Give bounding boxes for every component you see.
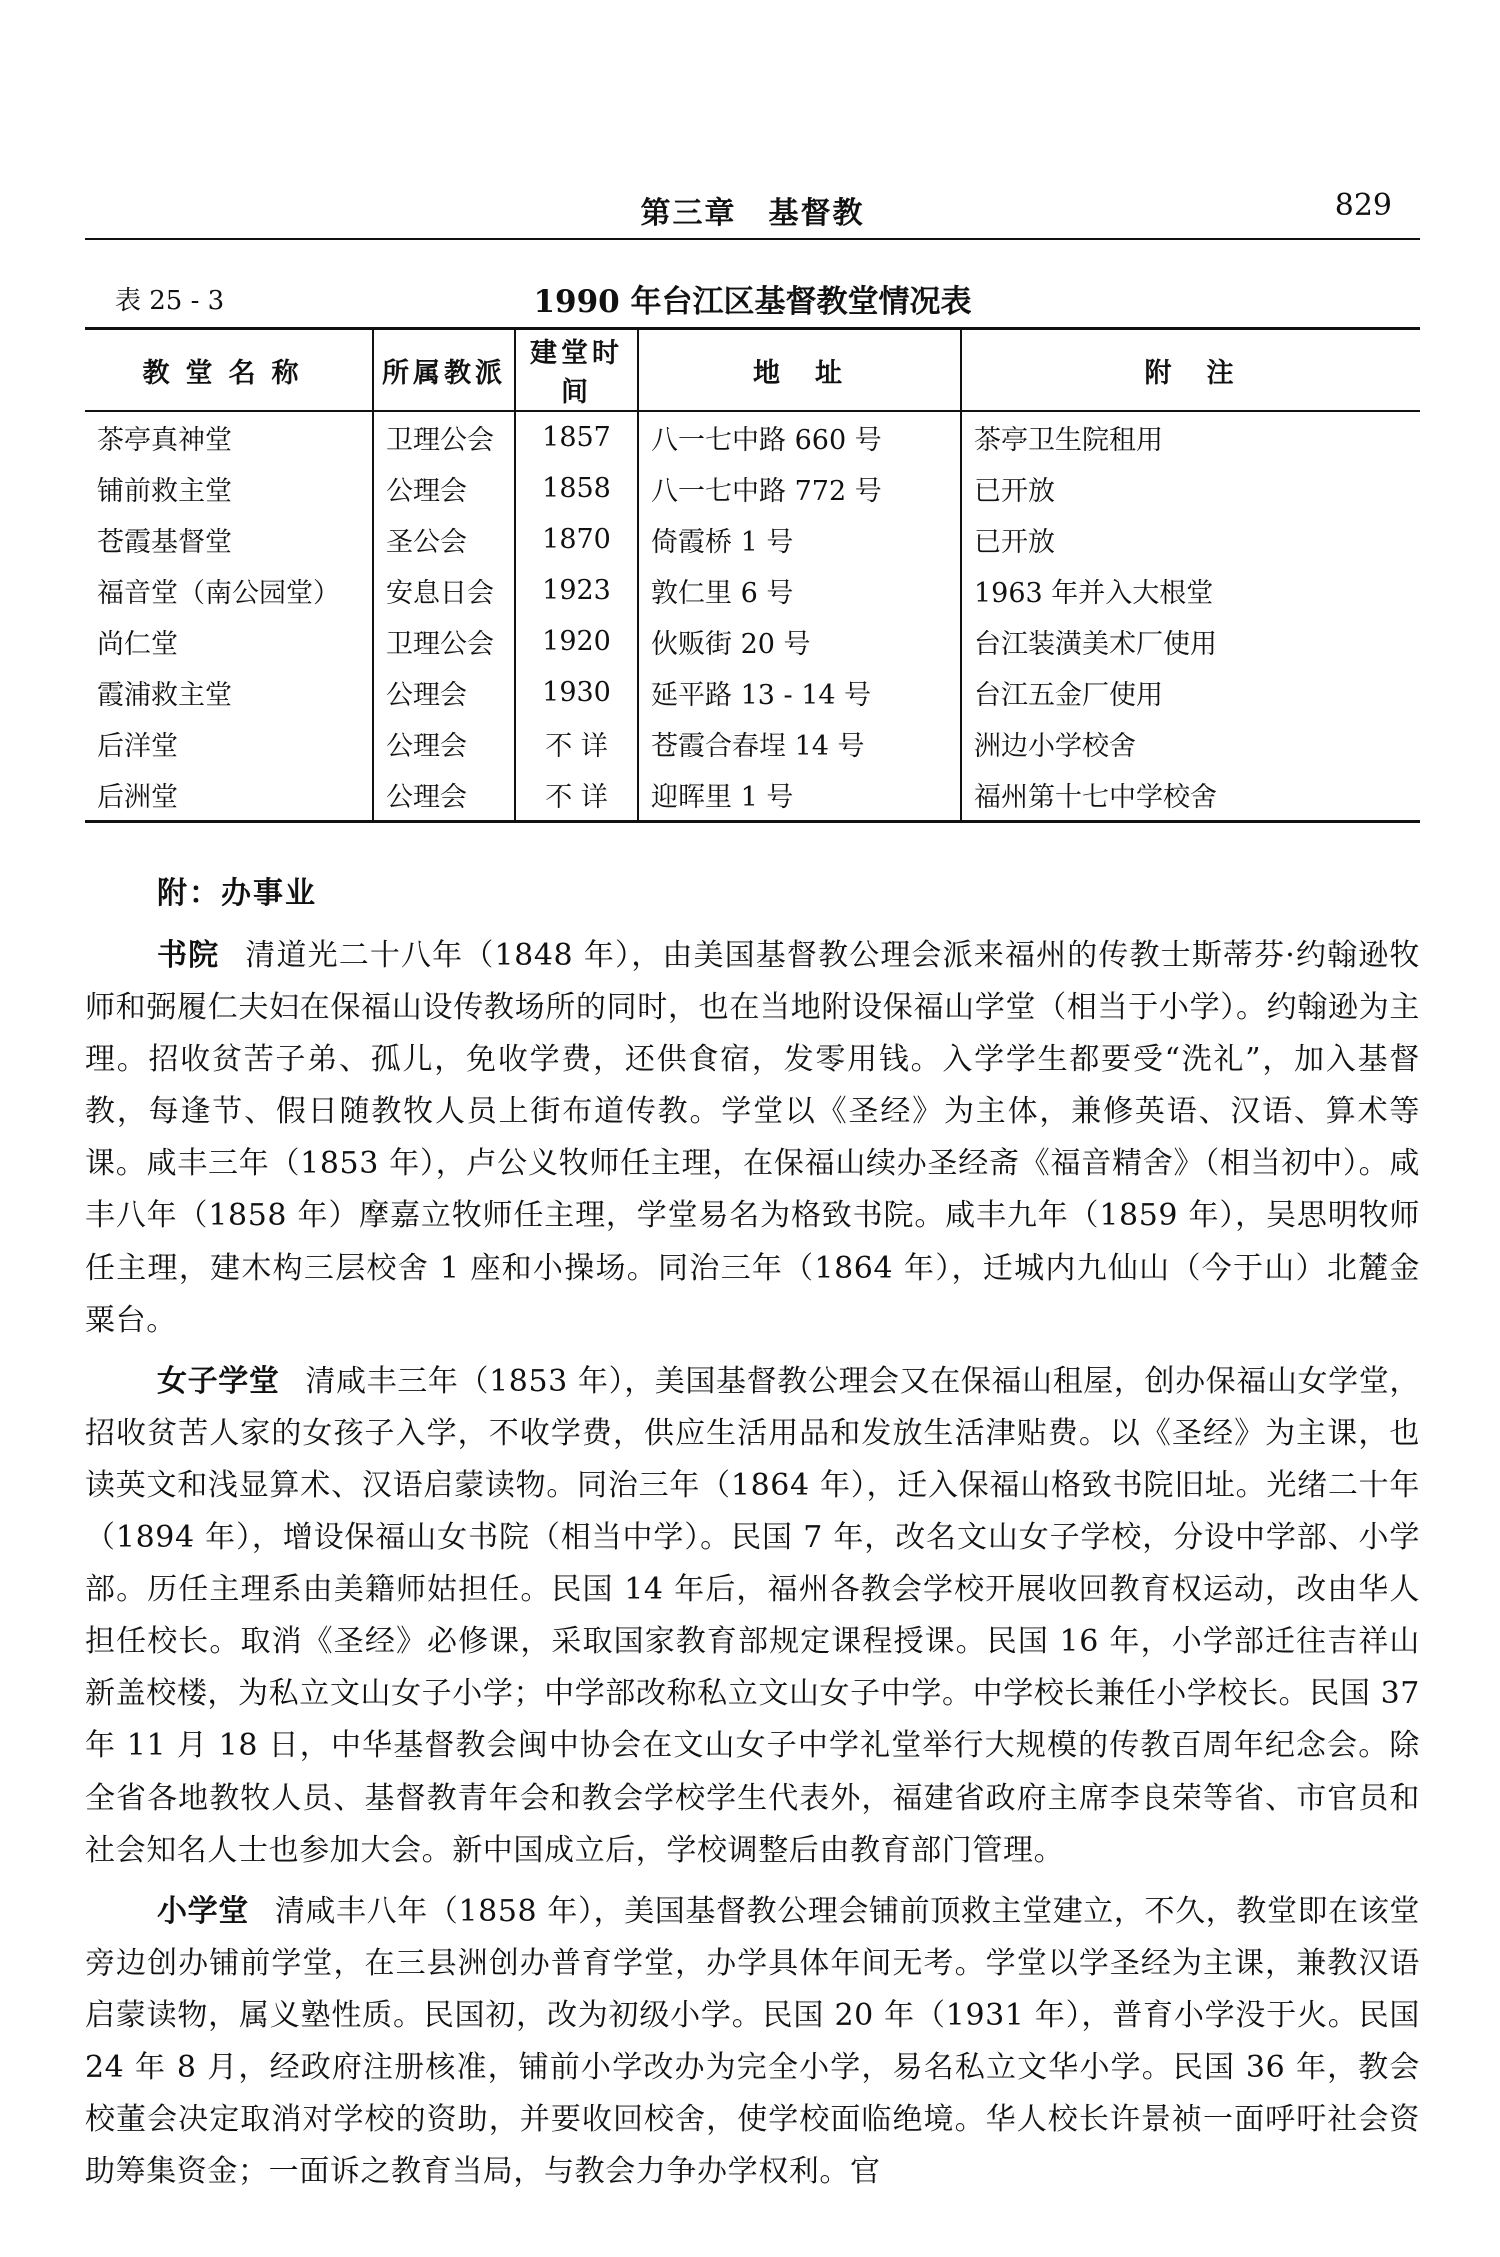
church-name: 霞浦救主堂 <box>97 680 232 711</box>
column-header-note: 附 注 <box>961 329 1420 412</box>
build-year: 1930 <box>515 667 638 718</box>
paragraph-lead: 小学堂 <box>157 1893 249 1929</box>
address: 苍霞合春埕 14 号 <box>638 718 961 769</box>
church-table <box>85 327 1420 823</box>
chapter-title: 第三章 基督教 <box>640 196 865 231</box>
build-year: 1870 <box>515 514 638 565</box>
paragraph-lead: 书院 <box>157 938 220 973</box>
denomination: 公理会 <box>373 769 515 822</box>
paragraph-academy <box>85 930 1420 1347</box>
address: 迎晖里 1 号 <box>638 769 961 822</box>
note: 洲边小学校舍 <box>961 718 1420 769</box>
church-name: 后洲堂 <box>85 769 373 822</box>
running-header <box>85 178 1420 240</box>
church-name: 苍霞基督堂 <box>97 527 232 558</box>
build-year: 不 详 <box>515 718 638 769</box>
table-header-row <box>85 329 1420 412</box>
denomination: 公理会 <box>373 463 515 514</box>
church-name: 后洋堂 <box>97 731 178 762</box>
address: 八一七中路 772 号 <box>638 463 961 514</box>
address: 敦仁里 6 号 <box>638 565 961 616</box>
note: 1963 年并入大根堂 <box>961 565 1420 616</box>
church-name: 尚仁堂 <box>97 629 178 660</box>
table-row <box>85 514 1420 565</box>
table-number: 表 25 - 3 <box>115 286 225 316</box>
note: 福州第十七中学校舍 <box>961 769 1420 822</box>
note: 台江五金厂使用 <box>961 667 1420 718</box>
denomination: 卫理公会 <box>373 616 515 667</box>
paragraph-girls-school <box>85 1356 1420 1877</box>
address: 延平路 13 - 14 号 <box>638 667 961 718</box>
appendix-heading: 附：办事业 <box>157 876 317 911</box>
denomination: 公理会 <box>373 667 515 718</box>
paragraph-text: 清道光二十八年（1848 年），由美国基督教公理会派来福州的传教士斯蒂芬·约翰逊牧师和弼履仁夫妇在保福山设传教场所的同时，也在当地附设保福山学堂（相当于小学）。约翰逊为主理。招收贫苦子弟、孤儿，免收学费，还供食宿，发零用钱。入学学生都要受“洗礼”，加入基督教，每逢节、假日随教牧人员上街布道传教。学堂以《圣经》为主体，兼修英语、汉语、算术等课。咸丰三年（1853 年），卢公义牧师任主理，在保福山续办圣经斋《福音精舍》（相当初中）。咸丰八年（1858 年）摩嘉立牧师任主理，学堂易名为格致书院。咸丰九年（1859 年），吴思明牧师任主理，建木构三层校舍 1 座和小操场。同治三年（1864 年），迁城内九仙山（今于山）北麓金粟台。 <box>85 938 1420 1338</box>
build-year: 1920 <box>515 616 638 667</box>
church-name: 福音堂（南公园堂） <box>97 578 340 609</box>
table-caption <box>85 272 1420 322</box>
build-year: 不 详 <box>515 769 638 822</box>
note: 茶亭卫生院租用 <box>961 411 1420 463</box>
table-row <box>85 769 1420 822</box>
denomination: 卫理公会 <box>373 411 515 463</box>
address: 八一七中路 660 号 <box>638 411 961 463</box>
denomination: 公理会 <box>373 718 515 769</box>
denomination: 圣公会 <box>373 514 515 565</box>
address: 倚霞桥 1 号 <box>638 514 961 565</box>
column-header-name: 教堂名称 <box>85 329 373 412</box>
note: 已开放 <box>961 463 1420 514</box>
build-year: 1858 <box>515 463 638 514</box>
page-number: 829 <box>1334 188 1392 223</box>
church-name: 铺前救主堂 <box>97 476 232 507</box>
paragraph-lead: 女子学堂 <box>157 1363 280 1399</box>
table-row <box>85 463 1420 514</box>
table-row <box>85 565 1420 616</box>
column-header-denomination: 所属教派 <box>373 329 515 412</box>
denomination: 安息日会 <box>373 565 515 616</box>
note: 已开放 <box>961 514 1420 565</box>
appendix-section <box>85 868 1420 2207</box>
table-row <box>85 667 1420 718</box>
paragraph-text: 清咸丰三年（1853 年），美国基督教公理会又在保福山租屋，创办保福山女学堂，招收贫苦人家的女孩子入学，不收学费，供应生活用品和发放生活津贴费。以《圣经》为主课，也读英文和浅显算术、汉语启蒙读物。同治三年（1864 年），迁入保福山格致书院旧址。光绪二十年（1894 年），增设保福山女书院（相当中学）。民国 7 年，改名文山女子学校，分设中学部、小学部。历任主理系由美籍师姑担任。民国 14 年后，福州各教会学校开展收回教育权运动，改由华人担任校长。取消《圣经》必修课，采取国家教育部规定课程授课。民国 16 年，小学部迁往吉祥山新盖校楼，为私立文山女子小学；中学部改称私立文山女子中学。中学校长兼任小学校长。民国 37 年 11 月 18 日，中华基督教会闽中协会在文山女子中学礼堂举行大规模的传教百周年纪念会。除全省各地教牧人员、基督教青年会和教会学校学生代表外，福建省政府主席李良荣等省、市官员和社会知名人士也参加大会。新中国成立后，学校调整后由教育部门管理。 <box>85 1363 1420 1868</box>
table-row <box>85 616 1420 667</box>
column-header-address: 地 址 <box>638 329 961 412</box>
column-header-year: 建堂时间 <box>515 329 638 412</box>
build-year: 1857 <box>515 411 638 463</box>
paragraph-text: 清咸丰八年（1858 年），美国基督教公理会铺前顶救主堂建立，不久，教堂即在该堂旁边创办铺前学堂，在三县洲创办普育学堂，办学具体年间无考。学堂以学圣经为主课，兼教汉语启蒙读物，属义塾性质。民国初，改为初级小学。民国 20 年（1931 年），普育小学没于火。民国 24 年 8 月，经政府注册核准，铺前小学改办为完全小学，易名私立文华小学。民国 36 年，教会校董会决定取消对学校的资助，并要收回校舍，使学校面临绝境。华人校长许景祯一面呼吁社会资助筹集资金；一面诉之教育当局，与教会力争办学权利。官 <box>85 1893 1420 2190</box>
build-year: 1923 <box>515 565 638 616</box>
paragraph-primary-school <box>85 1886 1420 2199</box>
church-name: 茶亭真神堂 <box>97 425 232 456</box>
table-title: 1990 年台江区基督教堂情况表 <box>533 284 972 320</box>
address: 伙贩街 20 号 <box>638 616 961 667</box>
table-row <box>85 411 1420 463</box>
note: 台江装潢美术厂使用 <box>961 616 1420 667</box>
table-row <box>85 718 1420 769</box>
